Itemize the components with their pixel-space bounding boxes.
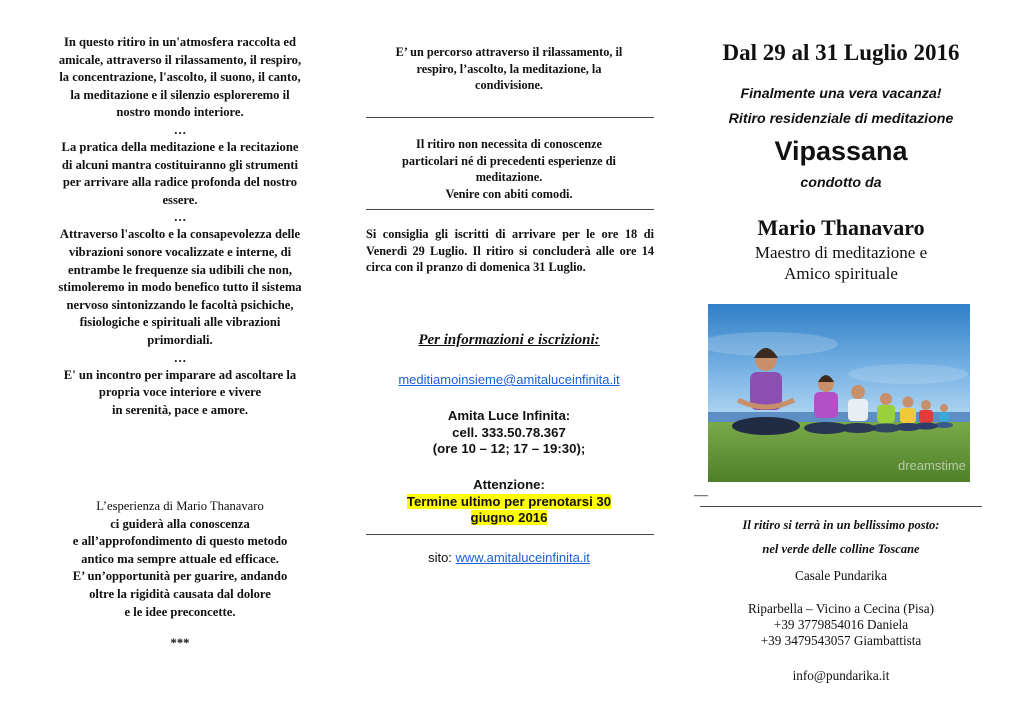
retreat-title: Vipassana <box>774 136 908 166</box>
role-line: Maestro di meditazione e <box>754 243 928 262</box>
text-line: primordiali. <box>147 332 213 347</box>
venue-contacts <box>700 601 982 649</box>
org-name: Amita Luce Infinita: <box>447 408 571 423</box>
stars: *** <box>170 636 190 651</box>
text-line: particolari né di precedenti esperienze di <box>402 153 616 168</box>
divider <box>366 209 654 210</box>
text-line: oltre la rigidità causata dal dolore <box>89 586 271 601</box>
dash: — <box>694 488 708 503</box>
text-line: In questo ritiro in un'atmosfera raccolta ed <box>63 35 297 49</box>
venue-name: Casale Pundarika <box>795 568 887 583</box>
meditation-photo <box>708 304 970 482</box>
divider <box>366 117 654 118</box>
attention-block <box>364 477 654 527</box>
text-line: per arrivare alla radice profonda del nostro <box>62 175 298 190</box>
teacher-name: Mario Thanavaro <box>757 215 925 240</box>
text-line: essere. <box>162 192 198 207</box>
text-line: amicale, attraverso il rilassamento, il respiro, <box>58 52 302 67</box>
site-line <box>364 550 654 565</box>
text-line: antico ma sempre attuale ed efficace. <box>81 551 279 566</box>
teacher-role <box>700 242 982 284</box>
info-email-link[interactable]: meditiamoinsieme@amitaluceinfinita.it <box>398 372 620 387</box>
text-line: la meditazione e il silenzio esploreremo il <box>70 87 290 102</box>
text-line: E’ un percorso attraverso il rilassamento, il <box>395 45 623 59</box>
text-line: respiro, l’ascolto, la meditazione, la <box>416 61 602 76</box>
text-line: condivisione. <box>475 78 543 92</box>
text-line: La pratica della meditazione e la recitazione <box>61 139 299 154</box>
text-line: L’esperienza di Mario Thanavaro <box>96 499 264 513</box>
role-line: Amico spirituale <box>784 264 898 283</box>
place-line: Il ritiro si terrà in un bellissimo posto: <box>742 518 940 532</box>
text-line: E’ un’opportunità per guarire, andando <box>72 569 288 584</box>
venue-email[interactable]: info@pundarika.it <box>792 668 890 683</box>
text-line: in serenità, pace e amore. <box>112 402 248 417</box>
text-line: e all’approfondimento di questo metodo <box>72 534 288 549</box>
led-by: condotto da <box>800 175 882 191</box>
text-line: meditazione. <box>475 170 543 184</box>
separator: … <box>173 350 187 365</box>
experience-paragraph <box>30 498 330 653</box>
deadline-highlight: Termine ultimo per prenotarsi 30 <box>406 493 612 509</box>
photo-watermark: dreamstime <box>898 458 966 473</box>
text-line: la concentrazione, l'ascolto, il suono, il canto, <box>59 70 301 85</box>
separator: … <box>173 122 187 137</box>
event-dates: Dal 29 al 31 Luglio 2016 <box>722 40 960 65</box>
place-line: nel verde delle colline Toscane <box>762 542 920 556</box>
site-label: sito: <box>428 550 456 565</box>
hours: (ore 10 – 12; 17 – 19:30); <box>432 441 586 456</box>
info-title: Per informazioni e iscrizioni: <box>418 332 600 348</box>
text-line: nostro mondo interiore. <box>116 105 244 120</box>
journey-paragraph <box>364 44 654 94</box>
text-line: entrambe le frequenze sia udibili che non, <box>67 262 292 277</box>
subtitle: Ritiro residenziale di meditazione <box>728 111 954 127</box>
text-line: Il ritiro non necessita di conoscenze <box>416 137 602 151</box>
attention-label: Attenzione: <box>473 477 545 492</box>
contact-block <box>364 408 654 458</box>
site-link[interactable]: www.amitaluceinfinita.it <box>455 550 590 565</box>
address: Riparbella – Vicino a Cecina (Pisa) <box>747 601 935 616</box>
text-line: Venire con abiti comodi. <box>445 186 573 201</box>
phone: cell. 333.50.78.367 <box>452 424 566 440</box>
divider <box>700 506 982 507</box>
text-line: ci guiderà alla conoscenza <box>110 516 250 531</box>
text-line: nervoso sintonizzando le facoltà psichiche, <box>66 297 294 312</box>
divider <box>366 534 654 535</box>
text-line: di alcuni mantra costituiranno gli strumenti <box>61 157 299 172</box>
text-line: vibrazioni sonore vocalizzate e interne, di <box>68 244 292 259</box>
text-line: Attraverso l'ascolto e la consapevolezza delle <box>59 227 301 242</box>
phone: +39 3479543057 Giambattista <box>760 633 922 648</box>
text-line: e le idee preconcette. <box>124 604 236 619</box>
requirements-paragraph <box>364 136 654 202</box>
text-line: fisiologiche e spirituali alle vibrazioni <box>79 315 281 330</box>
intro-paragraph <box>30 34 330 419</box>
deadline-highlight: giugno 2016 <box>470 510 548 525</box>
arrival-text: Si consiglia gli iscritti di arrivare per le ore 18 di Venerdì 29 Luglio. Il ritiro si concluderà alle ore 14 circa con il pranzo di domenica 31 Luglio. <box>366 227 654 274</box>
text-line: stimoleremo in modo benefico tutto il sistema <box>58 280 302 295</box>
phone: +39 3779854016 Daniela <box>773 617 909 632</box>
tagline: Finalmente una vera vacanza! <box>740 86 942 102</box>
text-line: E' un incontro per imparare ad ascoltare la <box>63 367 297 382</box>
text-line: propria voce interiore e vivere <box>98 385 262 400</box>
separator: … <box>173 210 187 225</box>
arrival-paragraph <box>366 226 654 276</box>
